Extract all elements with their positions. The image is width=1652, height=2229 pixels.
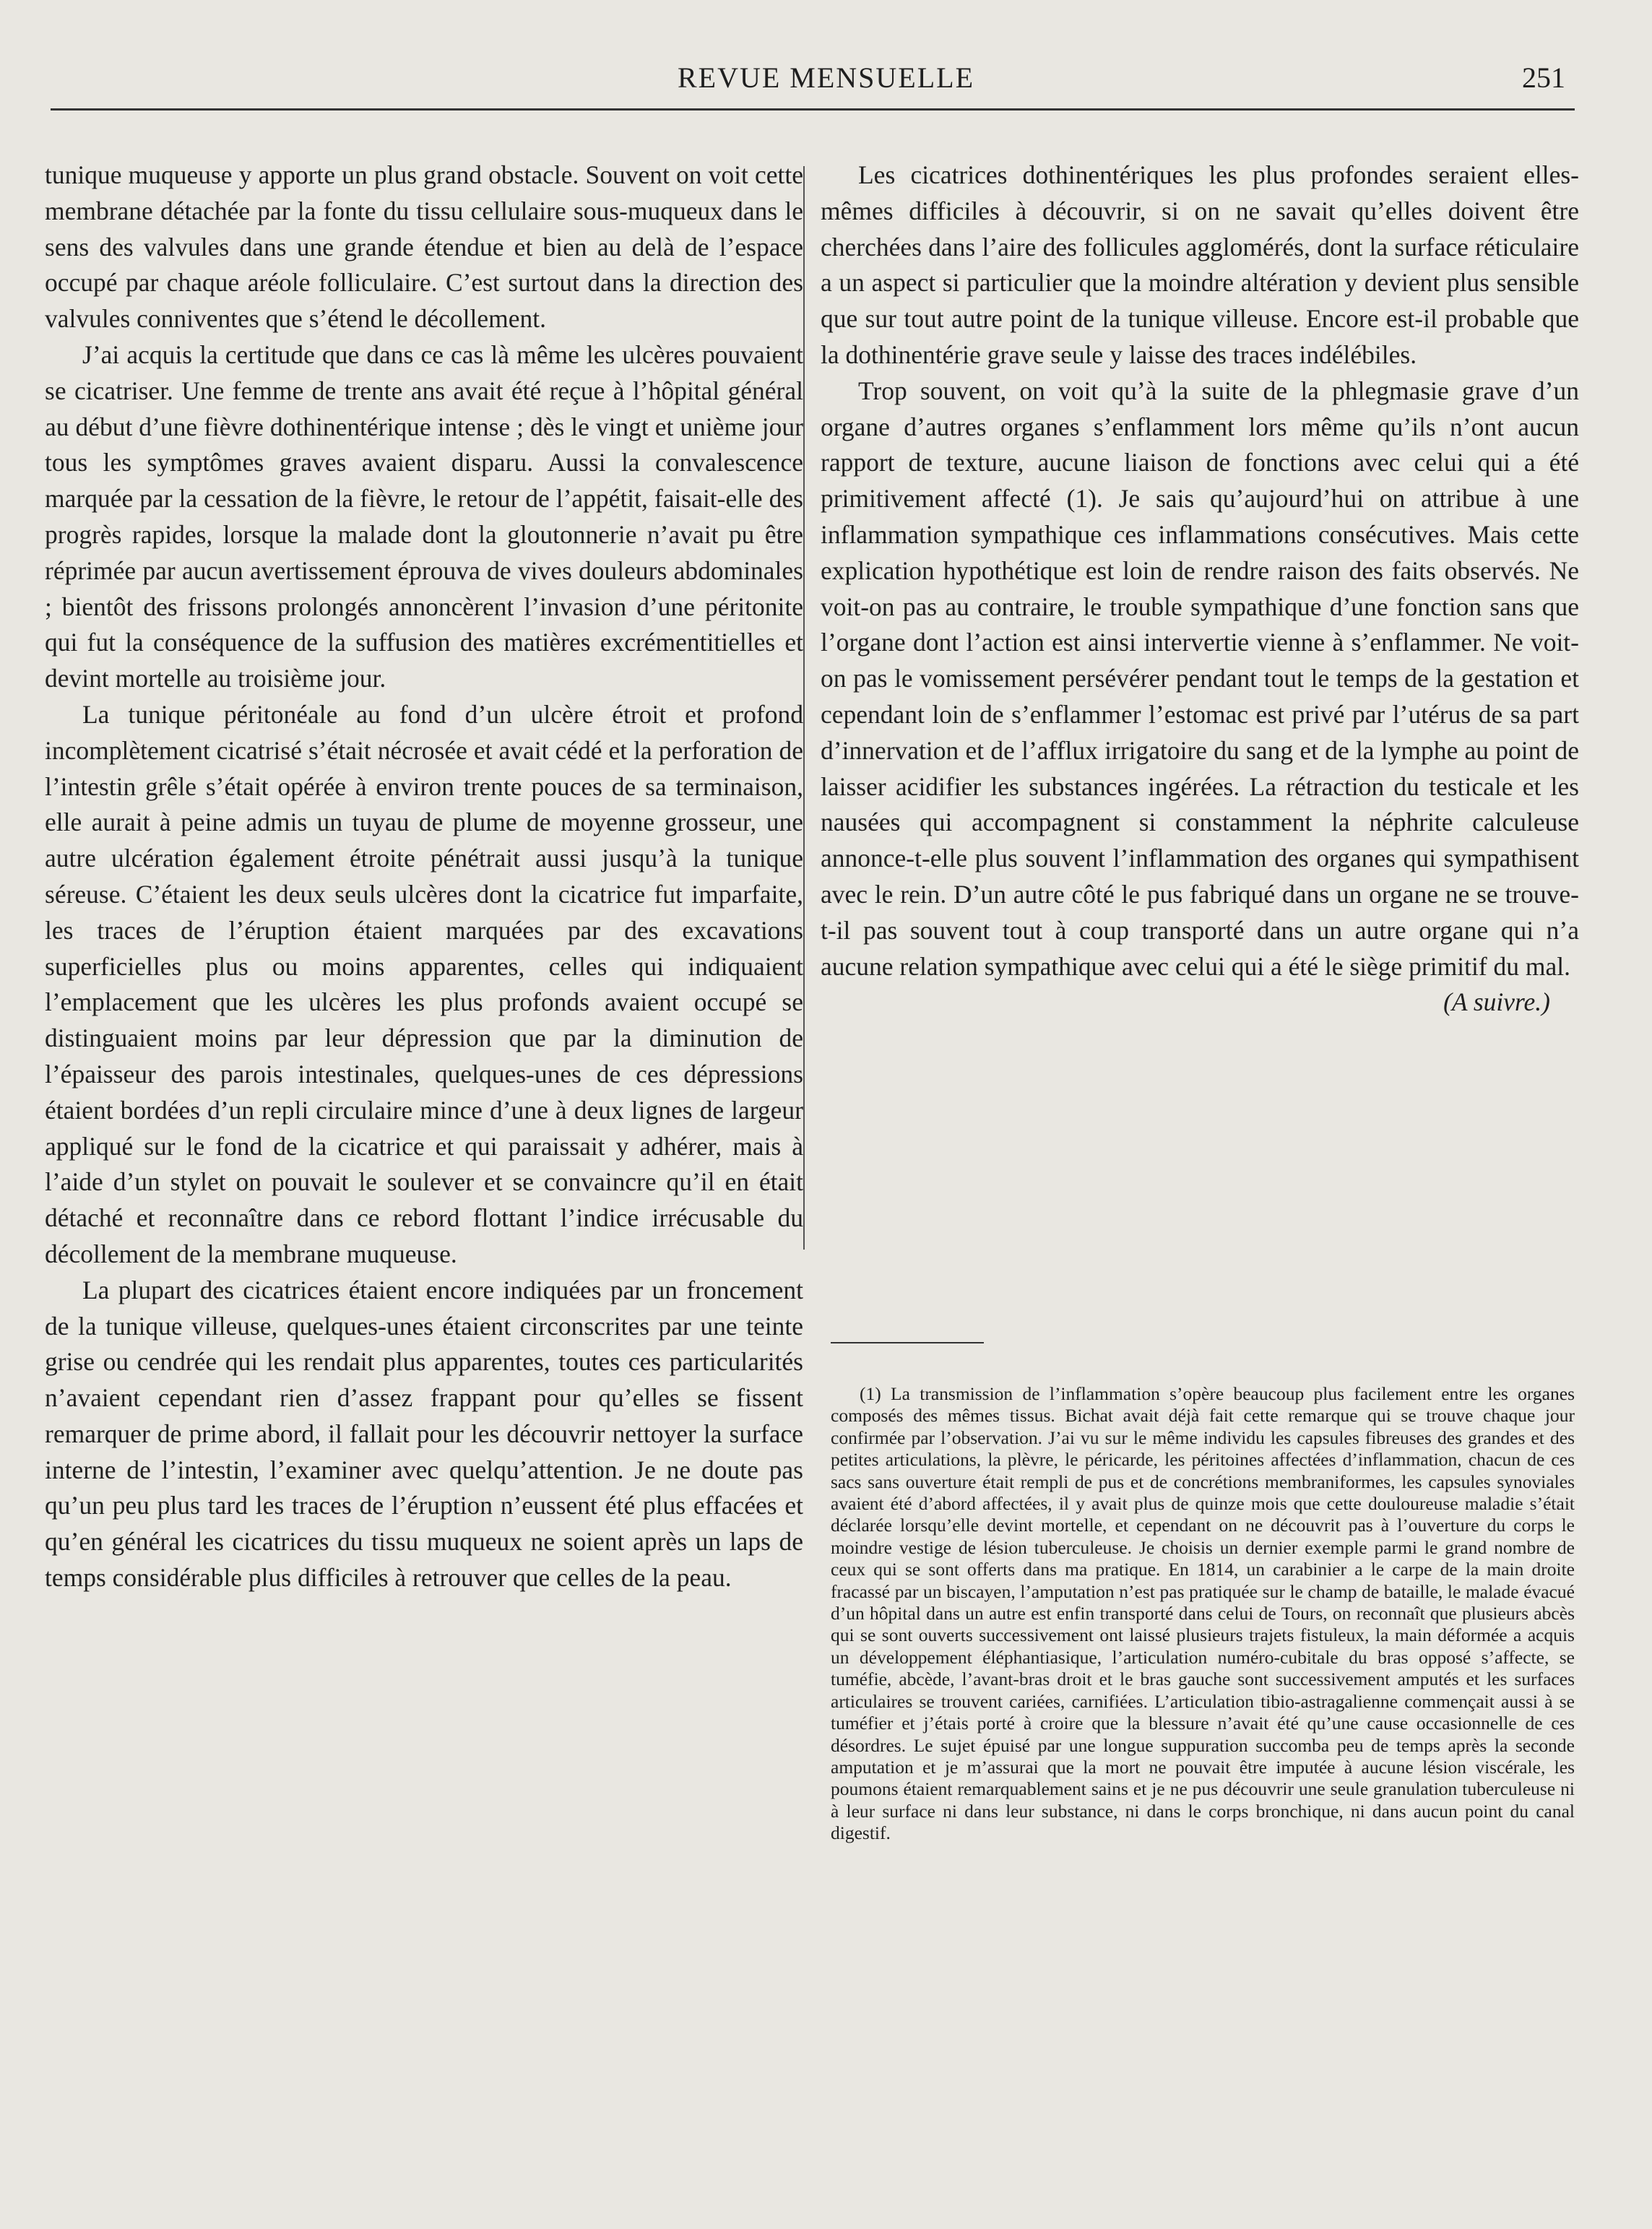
footnote: [831, 1383, 1575, 1845]
paragraph: Les cicatrices dothinentériques les plus profondes seraient elles-mêmes difficiles à découvrir, si on ne savait qu’elles doivent être cherchées dans l’aire des follicules agglomérés, dont la surface réticulaire a un aspect si particulier que la moindre altération y devient plus sensible que sur tout autre point de la tunique villeuse. Encore est-il probable que la dothinentérie grave seule y laisse des traces indélébiles.: [821, 160, 1579, 369]
paragraph: J’ai acquis la certitude que dans ce cas là même les ulcères pouvaient se cicatriser. Une femme de trente ans avait été reçue à l’hôpital général au début d’une fièvre dothinentérique intense ; dès le vingt et unième jour tous les symptômes graves avaient disparu. Aussi la convalescence marquée par la cessation de la fièvre, le retour de l’appétit, faisait-elle des progrès rapides, lorsque la malade dont la gloutonnerie n’avait pu être réprimée par aucun avertissement éprouva de vives douleurs abdominales ; bientôt des frissons prolongés annoncèrent l’invasion d’une péritonite qui fut la conséquence de la suffusion des matières excrémentitielles et devint mortelle au troisième jour.: [45, 339, 803, 693]
column-divider: [803, 166, 805, 1250]
right-column: [821, 157, 1579, 1021]
paragraph: tunique muqueuse y apporte un plus grand obstacle. Souvent on voit cette membrane détachée par la fonte du tissu cellulaire sous-muqueux dans le sens des valvules dans une grande étendue et bien au delà de l’espace occupé par chaque aréole folliculaire. C’est surtout dans la direction des valvules conniventes que s’étend le décollement.: [45, 160, 803, 334]
paragraph: La tunique péritonéale au fond d’un ulcère étroit et profond incomplètement cicatrisé s’était nécrosée et avait cédé et la perforation de l’intestin grêle s’était opérée à environ trente pouces de sa terminaison, elle aurait à peine admis un tuyau de plume de moyenne grosseur, une autre ulcération également étroite pénétrait aussi jusqu’à la tunique séreuse. C’étaient les deux seuls ulcères dont la cicatrice fut imparfaite, les traces de l’éruption étaient marquées par des excavations superficielles plus ou moins apparentes, celles qui indiquaient l’emplacement que les ulcères les plus profonds avaient occupé se distinguaient moins par leur dépression que par la diminution de l’épaisseur des parois intestinales, quelques-unes de ces dépressions étaient bordées d’un repli circulaire mince d’une à deux lignes de largeur appliqué sur le fond de la cicatrice et qui paraissait y adhérer, mais à l’aide d’un stylet on pouvait le soulever et se convaincre qu’il en était détaché et reconnaître dans ce rebord flottant l’indice irrécusable du décollement de la membrane muqueuse.: [45, 699, 803, 1268]
running-title: REVUE MENSUELLE: [677, 61, 975, 94]
paragraph: Trop souvent, on voit qu’à la suite de la phlegmasie grave d’un organe d’autres organes s’enflamment lors même qu’ils n’ont aucun rapport de texture, aucune liaison de fonctions avec celui qui a été primitivement affecté (1). Je sais qu’aujourd’hui on attribue à une inflammation sympathique ces inflammations consécutives. Mais cette explication hypothétique est loin de rendre raison des faits observés. Ne voit-on pas au contraire, le trouble sympathique d’une fonction sans que l’organe dont l’action est ainsi intervertie vienne à s’enflammer. Ne voit-on pas le vomissement persévérer pendant tout le temps de la gestation et cependant loin de s’enflammer l’estomac est privé par l’utérus de sa part d’innervation et de l’afflux irrigatoire du sang et de la lymphe au point de laisser acidifier les substances ingérées. La rétraction du testicale et les nausées qui accompagnent si constamment la néphrite calculeuse annonce-t-elle plus souvent l’inflammation des organes qui sympathisent avec le rein. D’un autre côté le pus fabriqué dans un organe ne se trouve-t-il pas souvent tout à coup transporté dans un autre organe qui n’a aucune relation sympathique avec celui qui a été le siège primitif du mal.: [821, 376, 1579, 981]
footnote-rule: [831, 1342, 984, 1343]
to-be-continued: (A suivre.): [1443, 987, 1550, 1017]
footnote-text: (1) La transmission de l’inflammation s’opère beaucoup plus facilement entre les organes composés des mêmes tissus. Bichat avait déjà fait cette remarque qui se trouve chaque jour confirmée par l’observation. J’ai vu sur le même individu les capsules fibreuses des grandes et des petites articulations, la plèvre, le péricarde, les péritoines affectées d’inflammation, chacun de ces sacs sans ouverture était rempli de pus et de concrétions membraniformes, les capsules synoviales avaient été d’abord affectées, il y avait plus de quinze mois que cette douloureuse maladie s’était déclarée lorsqu’elle devint mortelle, et cependant on ne découvrit pas à l’ouverture du corps le moindre vestige de lésion tuberculeuse. Je choisis un dernier exemple parmi le grand nombre de ceux qui se sont offerts dans ma pratique. En 1814, un carabinier a le carpe de la main droite fracassé par un biscayen, l’amputation n’est pas pratiquée sur le champ de bataille, le malade évacué d’un hôpital dans un autre est enfin transporté dans celui de Tours, on reconnaît que plusieurs abcès qui se sont ouverts successivement ont laissé plusieurs trajets fistuleux, la main déformée a acquis un développement éléphantiasique, l’articulation numéro-cubitale du bras opposé s’affecte, se tuméfie, abcède, l’avant-bras droit et le bras gauche sont successivement amputés et les surfaces articulaires se trouvent cariées, carnifiées. L’articulation tibio-astragalienne commençait aussi à se tuméfier et j’étais porté à croire que la blessure n’avait été qu’une cause occasionnelle de ces désordres. Le sujet épuisé par une longue suppuration succomba peu de temps après la seconde amputation et je m’assurai que la mort ne pouvait être imputée à aucune lésion viscérale, les poumons étaient remarquablement sains et je ne pus découvrir une seule granulation tuberculeuse ni à leur surface ni dans leur substance, ni dans le corps bronchique, ni dans aucun point du canal digestif.: [831, 1383, 1575, 1844]
left-column: [45, 157, 803, 1596]
header-rule: [51, 108, 1575, 111]
paragraph: La plupart des cicatrices étaient encore indiquées par un froncement de la tunique villeuse, quelques-unes étaient circonscrites par une teinte grise ou cendrée qui les rendait plus apparentes, toutes ces particularités n’avaient cependant rien d’assez frappant pour qu’elles se fissent remarquer de prime abord, il fallait pour les découvrir nettoyer la surface interne de l’intestin, l’examiner avec quelqu’attention. Je ne doute pas qu’un peu plus tard les traces de l’éruption n’eussent été plus effacées et qu’en général les cicatrices du tissu muqueux ne soient après un laps de temps considérable plus difficiles à retrouver que celles de la peau.: [45, 1275, 803, 1593]
page-number: 251: [1522, 61, 1565, 94]
